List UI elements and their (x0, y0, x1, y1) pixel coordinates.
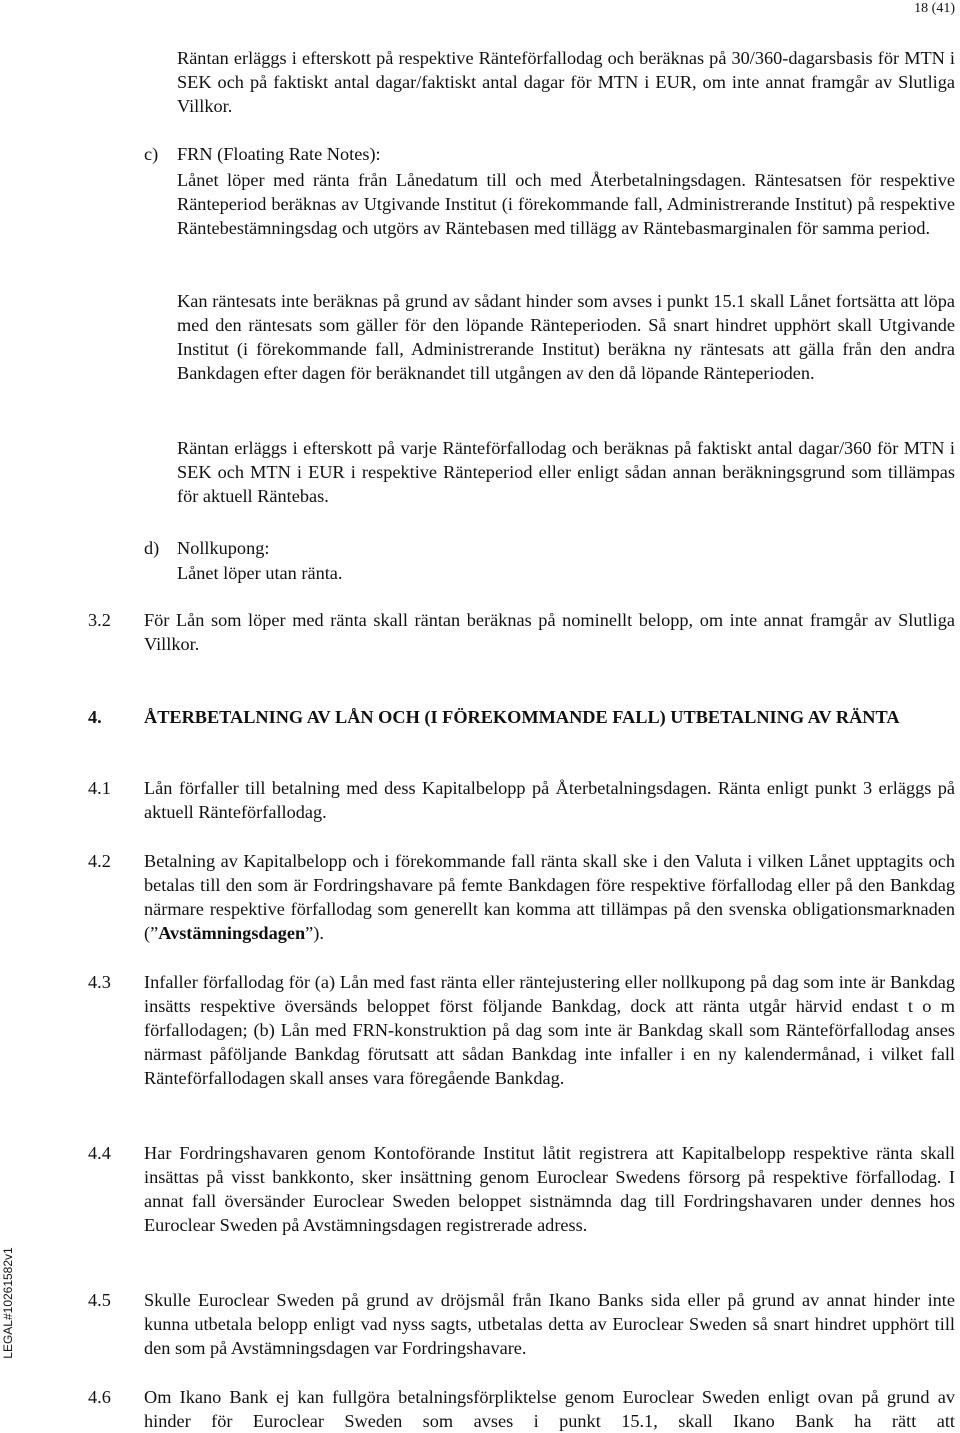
defined-term-avstamningsdagen: Avstämningsdagen (158, 923, 306, 943)
section-4-number: 4. (88, 707, 102, 727)
clause-4-5-number: 4.5 (88, 1290, 111, 1310)
clause-4-6-text: Om Ikano Bank ej kan fullgöra betalningsförpliktelse genom Euroclear Sweden enligt ovan på grund av hinder för Euroclear Sweden som avses i punkt 15.1, skall Ikano Bank ha rätt att (144, 1387, 955, 1431)
clause-3-2-number: 3.2 (88, 610, 111, 630)
clause-4-2-text (144, 849, 955, 945)
document-reference: LEGAL#10261582v1 (1, 1247, 15, 1359)
clause-4-4-text: Har Fordringshavaren genom Kontoförande Institut låtit registrera att Kapitalbelopp respektive ränta skall insättas på visst bankkonto, sker insättning genom Euroclear Swedens försorg på respektive förfallodag. I annat fall översänder Euroclear Sweden beloppet sistnämnda dag till Fordringshavaren under dennes hos Euroclear Sweden på Avstämningsdagen registrerade adress. (144, 1143, 955, 1235)
item-c-paragraph-1: Lånet löper med ränta från Lånedatum till och med Återbetalningsdagen. Räntesatsen för respektive Ränteperiod beräknas av Utgivande Institut (i förekommande fall, Administrerande Institut) på respektive Räntebestämningsdag och utgörs av Räntebasen med tillägg av Räntebasmarginalen för samma period. (177, 170, 955, 238)
clause-4-2-text-after: ”). (305, 923, 324, 943)
page-number: 18 (41) (914, 1, 955, 16)
clause-4-1-number: 4.1 (88, 778, 111, 798)
item-c-marker: c) (144, 144, 159, 164)
clause-3-2-text: För Lån som löper med ränta skall räntan beräknas på nominellt belopp, om inte annat framgår av Slutliga Villkor. (144, 610, 955, 654)
intro-paragraph: Räntan erläggs i efterskott på respektive Ränteförfallodag och beräknas på 30/360-dagarsbasis för MTN i SEK och på faktiskt antal dagar/faktiskt antal dagar för MTN i EUR, om inte annat framgår av Slutliga Villkor. (177, 48, 955, 116)
clause-4-3-text: Infaller förfallodag för (a) Lån med fast ränta eller räntejustering eller nollkupong på dag som inte är Bankdag insätts respektive översänds beloppet först följande Bankdag, dock att ränta utgår härvid endast t o m förfallodagen; (b) Lån med FRN-konstruktion på dag som inte är Bankdag skall som Ränteförfallodag anses närmast påföljande Bankdag förutsatt att sådan Bankdag inte infaller i en ny kalendermånad, i vilket fall Ränteförfallodagen skall anses vara föregående Bankdag. (144, 972, 955, 1088)
clause-4-2-text-before: Betalning av Kapitalbelopp och i förekommande fall ränta skall ske i den Valuta i vilken Lånet upptagits och betalas till den som är Fordringshavare på femte Bankdagen före respektive förfallodag eller på den Bankdag närmare respektive förfallodag som generellt kan komma att tillämpas på den svenska obligationsmarknaden (” (144, 851, 955, 943)
clause-4-5-text: Skulle Euroclear Sweden på grund av dröjsmål från Ikano Banks sida eller på grund av annat hinder inte kunna utbetala belopp enligt vad nyss sagts, utbetalas detta av Euroclear Sweden så snart hindret upphört till den som på Avstämningsdagen var Fordringshavare. (144, 1290, 955, 1358)
clause-4-1-text: Lån förfaller till betalning med dess Kapitalbelopp på Återbetalningsdagen. Ränta enligt punkt 3 erläggs på aktuell Ränteförfallodag. (144, 778, 955, 822)
clause-4-2-number: 4.2 (88, 851, 111, 871)
item-c-title: FRN (Floating Rate Notes): (177, 144, 381, 164)
item-d-paragraph: Lånet löper utan ränta. (177, 563, 343, 583)
clause-4-6-number: 4.6 (88, 1387, 111, 1407)
clause-4-4-number: 4.4 (88, 1143, 111, 1163)
clause-4-3-number: 4.3 (88, 972, 111, 992)
item-d-title: Nollkupong: (177, 538, 270, 558)
section-4-heading: ÅTERBETALNING AV LÅN OCH (I FÖREKOMMANDE FALL) UTBETALNING AV RÄNTA (144, 707, 900, 727)
item-c-paragraph-2: Kan räntesats inte beräknas på grund av sådant hinder som avses i punkt 15.1 skall Lånet fortsätta att löpa med den räntesats som gäller för den löpande Ränteperioden. Så snart hindret upphört skall Utgivande Institut (i förekommande fall, Administrerande Institut) beräkna ny räntesats att gälla från den andra Bankdagen efter dagen för beräknandet till utgången av den då löpande Ränteperioden. (177, 291, 955, 383)
item-c-paragraph-3: Räntan erläggs i efterskott på varje Ränteförfallodag och beräknas på faktiskt antal dagar/360 för MTN i SEK och MTN i EUR i respektive Ränteperiod eller enligt sådan annan beräkningsgrund som tillämpas för aktuell Räntebas. (177, 438, 955, 506)
item-d-marker: d) (144, 538, 160, 558)
